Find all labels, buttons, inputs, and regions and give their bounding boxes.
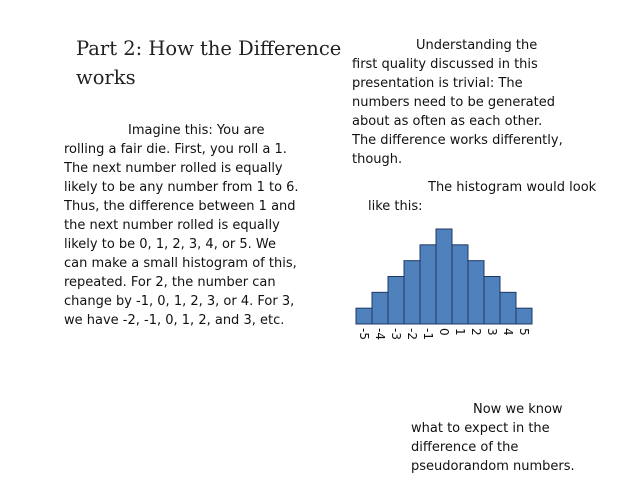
histogram-bar	[356, 308, 372, 324]
slide-title	[76, 34, 346, 92]
right-paragraph-line: The difference works differently,	[352, 133, 563, 148]
slide-title-line: works	[76, 66, 136, 89]
left-paragraph-line: The next number rolled is equally	[64, 161, 283, 176]
left-paragraph-line: rolling a fair die. First, you roll a 1.	[64, 142, 287, 157]
bottom-paragraph-line: what to expect in the	[411, 421, 550, 436]
slide-title-line: Part 2: How the Difference	[76, 37, 342, 60]
right-paragraph-line: though.	[352, 152, 403, 167]
histogram-tick-label: -5	[357, 328, 371, 340]
bottom-paragraph-line: Now we know	[473, 402, 563, 417]
histogram-tick-label: -1	[421, 328, 435, 340]
left-paragraph-line: change by -1, 0, 1, 2, 3, or 4. For 3,	[64, 294, 295, 309]
histogram-tick-labels	[357, 328, 531, 340]
right-paragraph-line: numbers need to be generated	[352, 95, 555, 110]
histogram-tick-label: 4	[501, 328, 515, 336]
histogram-caption	[352, 178, 596, 216]
histogram-chart	[350, 226, 536, 352]
left-paragraph-line: Thus, the difference between 1 and	[64, 199, 296, 214]
histogram-tick-label: 0	[437, 328, 451, 336]
histogram-caption-line: The histogram would look	[428, 180, 597, 195]
left-paragraph-line: can make a small histogram of this,	[64, 256, 297, 271]
histogram-bar	[452, 245, 468, 324]
histogram-bar	[404, 261, 420, 324]
histogram-tick-label: 5	[517, 328, 531, 336]
histogram-tick-label: 3	[485, 328, 499, 336]
bottom-paragraph	[411, 400, 575, 476]
left-paragraph-line: we have -2, -1, 0, 1, 2, and 3, etc.	[64, 313, 285, 328]
histogram-bar	[468, 261, 484, 324]
histogram-tick-label: -2	[405, 328, 419, 340]
right-paragraph-line: presentation is trivial: The	[352, 76, 523, 91]
bottom-paragraph-line: difference of the	[411, 440, 519, 455]
left-paragraph-line: Imagine this: You are	[128, 123, 265, 138]
right-paragraph	[352, 36, 563, 169]
left-paragraph	[64, 121, 299, 330]
left-paragraph-line: likely to be any number from 1 to 6.	[64, 180, 299, 195]
histogram-bar	[388, 277, 404, 325]
histogram-bar	[516, 308, 532, 324]
histogram-bar	[420, 245, 436, 324]
histogram-bar	[436, 229, 452, 324]
histogram-caption-line: like this:	[368, 199, 423, 214]
left-paragraph-line: likely to be 0, 1, 2, 3, 4, or 5. We	[64, 237, 277, 252]
bottom-paragraph-line: pseudorandom numbers.	[411, 459, 575, 474]
histogram-bars	[356, 229, 532, 324]
histogram-tick-label: 2	[469, 328, 483, 336]
histogram-tick-label: -4	[373, 328, 387, 340]
histogram-bar	[372, 292, 388, 324]
histogram-bar	[500, 292, 516, 324]
right-paragraph-line: about as often as each other.	[352, 114, 543, 129]
right-paragraph-line: Understanding the	[416, 38, 538, 53]
left-paragraph-line: repeated. For 2, the number can	[64, 275, 276, 290]
histogram-tick-label: 1	[453, 328, 467, 336]
histogram-tick-label: -3	[389, 328, 403, 340]
histogram-bar	[484, 277, 500, 325]
right-paragraph-line: first quality discussed in this	[352, 57, 538, 72]
left-paragraph-line: the next number rolled is equally	[64, 218, 280, 233]
